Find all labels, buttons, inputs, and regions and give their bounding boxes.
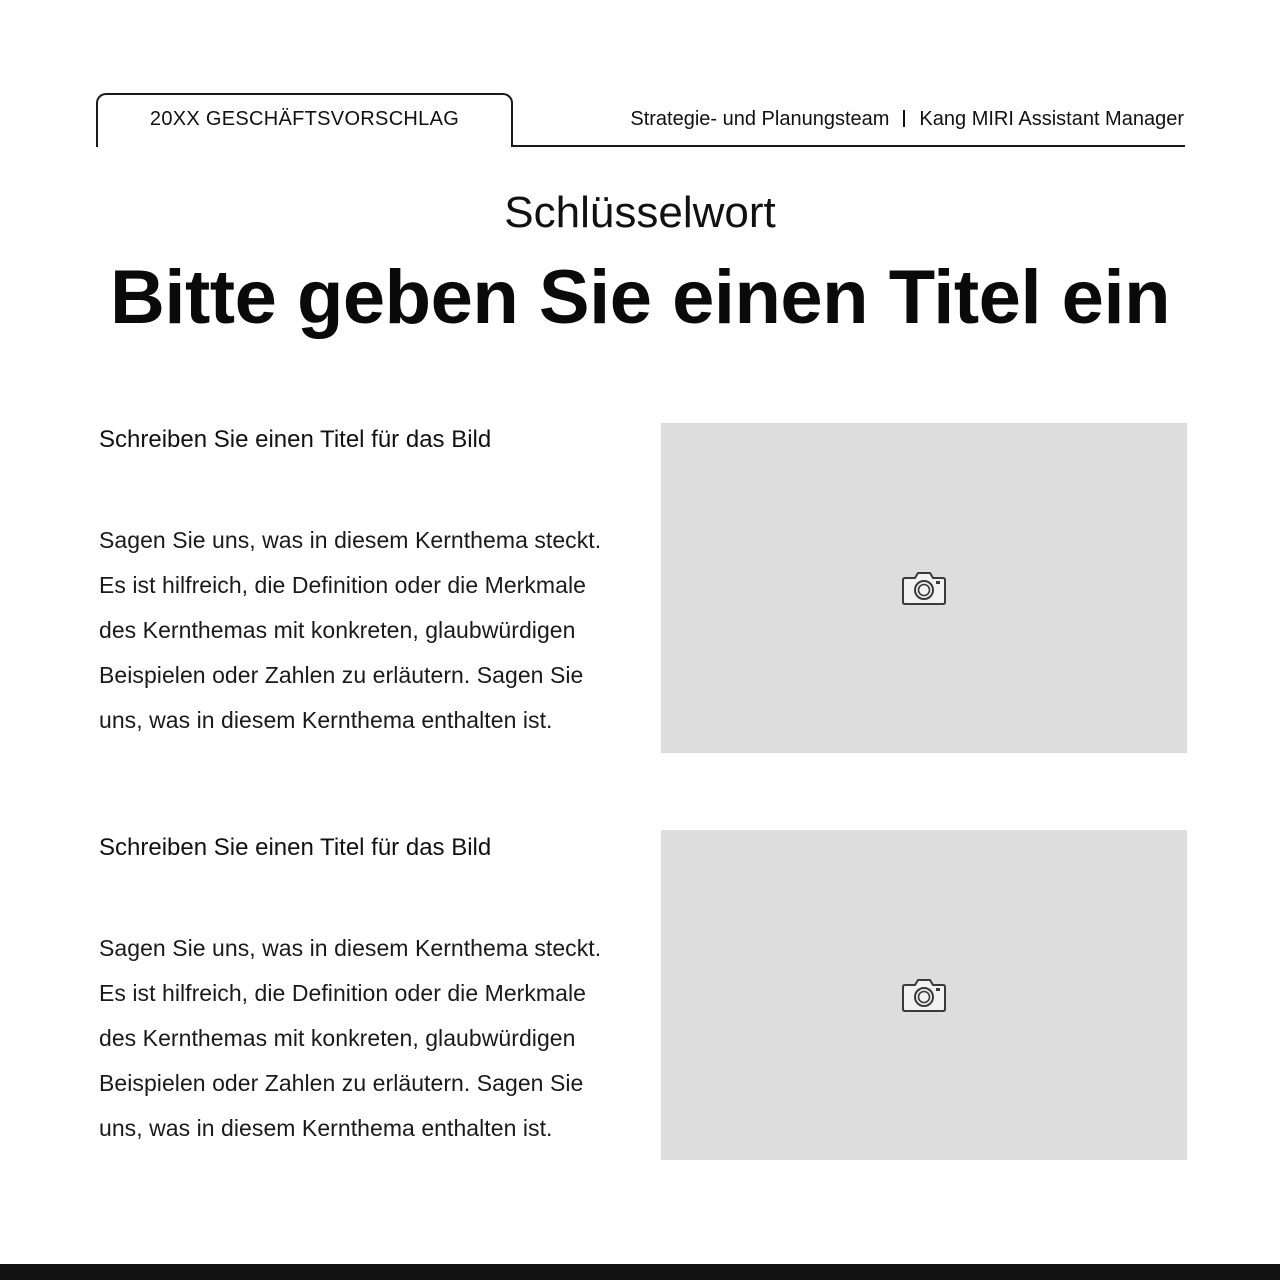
body-line: Beispielen oder Zahlen zu erläutern. Sagen Sie xyxy=(99,662,584,688)
body-line: Beispielen oder Zahlen zu erläutern. Sagen Sie xyxy=(99,1070,584,1096)
image-title-2: Schreiben Sie einen Titel für das Bild xyxy=(99,834,492,861)
keyword-heading: Schlüsselwort xyxy=(504,188,776,237)
body-line: uns, was in diesem Kernthema enthalten ist. xyxy=(99,1115,553,1141)
image-placeholder-2[interactable] xyxy=(661,830,1187,1160)
body-line: uns, was in diesem Kernthema enthalten ist. xyxy=(99,707,553,733)
body-line: Sagen Sie uns, was in diesem Kernthema steckt. xyxy=(99,935,602,961)
body-line: Sagen Sie uns, was in diesem Kernthema steckt. xyxy=(99,527,602,553)
body-line: des Kernthemas mit konkreten, glaubwürdigen xyxy=(99,1025,576,1051)
image-title-1: Schreiben Sie einen Titel für das Bild xyxy=(99,426,492,453)
page-title: Bitte geben Sie einen Titel ein xyxy=(109,255,1170,340)
camera-icon xyxy=(901,570,947,606)
body-line: Es ist hilfreich, die Definition oder die Merkmale xyxy=(99,980,586,1006)
header-meta xyxy=(630,108,1184,131)
header-rule xyxy=(511,145,1185,147)
header-tab xyxy=(96,93,513,147)
team-name: Strategie- und Planungsteam xyxy=(630,108,890,130)
body-line: Es ist hilfreich, die Definition oder die Merkmale xyxy=(99,572,586,598)
camera-icon xyxy=(901,977,947,1013)
bottom-bar xyxy=(0,1264,1280,1280)
proposal-label: 20XX GESCHÄFTSVORSCHLAG xyxy=(149,108,460,130)
section-body-1 xyxy=(99,518,644,743)
body-line: des Kernthemas mit konkreten, glaubwürdigen xyxy=(99,617,576,643)
image-placeholder-1[interactable] xyxy=(661,423,1187,753)
person-name: Kang MIRI Assistant Manager xyxy=(919,108,1184,130)
header-separator xyxy=(903,110,905,127)
section-body-2 xyxy=(99,926,644,1151)
